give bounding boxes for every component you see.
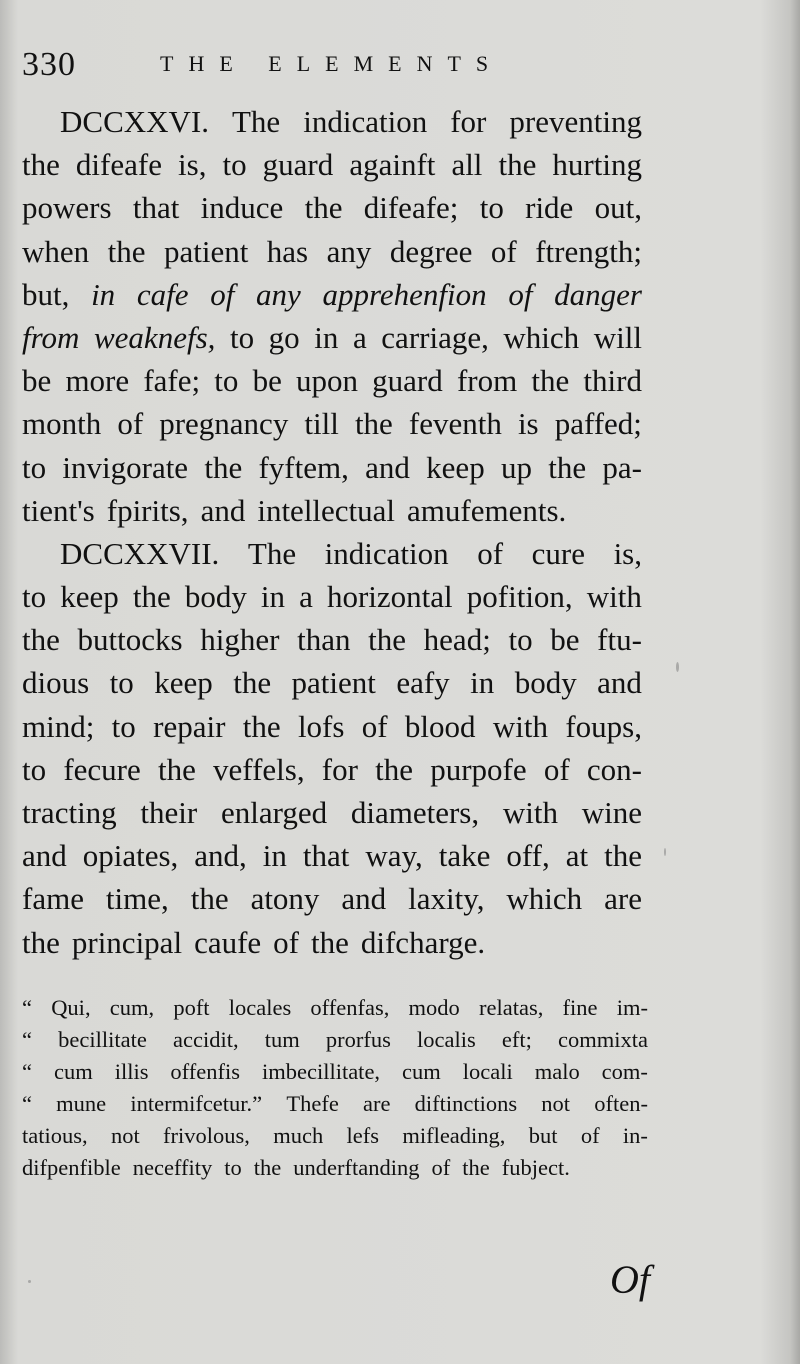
word: im-	[616, 995, 648, 1020]
word: the	[531, 363, 570, 399]
word: modo	[408, 995, 460, 1020]
word: the	[498, 147, 537, 183]
footnote	[22, 992, 648, 1184]
word: veffels,	[213, 751, 305, 787]
word: when	[22, 233, 90, 269]
word: are	[604, 881, 642, 917]
note-line	[22, 1152, 648, 1184]
word: for	[321, 751, 358, 787]
word: preventing	[509, 104, 642, 139]
word: of	[580, 1123, 600, 1148]
word: induce	[200, 190, 284, 226]
word: to	[224, 1155, 242, 1180]
note-line	[22, 1088, 648, 1120]
text-line	[22, 316, 642, 359]
word: more	[65, 363, 130, 399]
word: for	[450, 104, 487, 139]
word: way,	[365, 838, 423, 874]
word: cum	[53, 1059, 93, 1084]
page-number: 330	[22, 46, 76, 83]
word: offenfis	[170, 1059, 240, 1084]
word: head;	[423, 622, 491, 658]
word: but	[528, 1123, 558, 1148]
word: commixta	[558, 1027, 648, 1052]
word: difcharge.	[360, 924, 486, 960]
word: from	[22, 319, 80, 355]
word: with	[502, 795, 558, 830]
running-head	[160, 51, 503, 77]
word: Thefe	[286, 1091, 339, 1116]
word: and	[341, 881, 387, 917]
word: be	[22, 363, 52, 399]
paper-speck	[676, 662, 679, 672]
word: a	[299, 579, 313, 615]
word: “	[22, 1091, 32, 1116]
word: at	[565, 838, 589, 874]
word: repair	[153, 708, 226, 744]
word: degree	[389, 233, 473, 269]
word: of	[490, 233, 517, 269]
word: tient's	[22, 492, 95, 528]
word: fine	[562, 995, 598, 1020]
word: guard	[372, 363, 443, 399]
word: frivolous,	[163, 1123, 250, 1148]
text-line	[22, 273, 642, 316]
text-line	[22, 143, 642, 186]
word: to	[508, 622, 533, 658]
word: and	[365, 449, 410, 485]
word: cum,	[109, 995, 155, 1020]
word: cure	[531, 535, 585, 571]
word: horizontal	[326, 579, 453, 615]
word: the	[22, 147, 60, 183]
word: lefs	[346, 1123, 380, 1148]
word: prorfus	[325, 1027, 391, 1052]
word: foups,	[565, 708, 642, 744]
word: pregnancy	[159, 406, 289, 442]
word: carriage,	[381, 319, 489, 355]
word: The	[232, 104, 281, 139]
text-line	[22, 100, 642, 143]
word: is,	[178, 147, 207, 183]
word: fpirits,	[106, 492, 189, 528]
word: in	[91, 276, 116, 312]
main-text	[22, 100, 642, 964]
word: weaknefs,	[94, 319, 216, 355]
word: keep	[60, 579, 119, 615]
word: any	[256, 276, 301, 312]
word: indication	[324, 535, 449, 571]
word: mind;	[22, 708, 95, 744]
text-line	[22, 705, 642, 748]
text-line	[22, 618, 642, 661]
word: poft	[173, 995, 210, 1020]
word: DCCXXVII.	[60, 535, 220, 571]
word: indication	[303, 104, 428, 139]
word: atony	[250, 881, 320, 917]
word: the	[157, 751, 196, 787]
word: neceffity	[132, 1155, 213, 1180]
word: is	[517, 406, 539, 442]
word: enlarged	[220, 795, 328, 830]
text-line	[22, 230, 642, 273]
word: underftanding	[293, 1155, 420, 1180]
word: the	[462, 1155, 490, 1180]
word: difeafe	[75, 147, 162, 183]
word: illis	[114, 1059, 149, 1084]
word: take	[438, 838, 491, 874]
word: the	[354, 406, 393, 442]
word: in	[470, 665, 495, 701]
word: to	[22, 449, 47, 485]
word: accidit,	[173, 1027, 239, 1052]
word: fafe;	[143, 363, 201, 399]
word: tracting	[22, 795, 117, 830]
word: locali	[462, 1059, 513, 1084]
word: the	[304, 190, 343, 226]
word: patient	[163, 233, 249, 269]
word: patient	[291, 665, 376, 701]
word: often-	[594, 1091, 648, 1116]
word: and	[597, 665, 642, 701]
text-line	[22, 186, 642, 229]
word: will	[593, 319, 642, 355]
word: the	[548, 449, 587, 485]
word: blood	[404, 708, 476, 744]
word: to	[22, 579, 47, 615]
word: and,	[194, 838, 247, 874]
text-line	[22, 575, 642, 618]
word: off,	[506, 838, 550, 874]
paper-speck	[664, 848, 666, 856]
word: ftrength;	[535, 233, 642, 269]
word: upon	[296, 363, 358, 399]
word: any	[326, 233, 372, 269]
word: the	[22, 924, 60, 960]
word: which	[506, 881, 583, 917]
word: principal	[71, 924, 183, 960]
word: con-	[586, 751, 642, 787]
word: than	[297, 622, 351, 658]
text-line	[22, 791, 642, 834]
word: the	[204, 449, 243, 485]
word: body	[514, 665, 577, 701]
word: not	[110, 1123, 140, 1148]
word: the	[22, 622, 60, 658]
word: cum	[402, 1059, 441, 1084]
word: cafe	[136, 276, 189, 312]
word: not	[541, 1091, 571, 1116]
word: of	[273, 924, 299, 960]
word: with	[492, 708, 548, 744]
word: danger	[554, 276, 642, 312]
word: paffed;	[554, 406, 642, 442]
word: time,	[105, 881, 169, 917]
word: which	[503, 319, 580, 355]
word: “	[22, 1027, 32, 1052]
word: to	[229, 319, 255, 355]
word: and	[22, 838, 67, 874]
word: wine	[581, 795, 642, 830]
word: to	[111, 708, 136, 744]
word: much	[273, 1123, 324, 1148]
word: in	[262, 838, 287, 874]
word: has	[266, 233, 309, 269]
word: higher	[200, 622, 280, 658]
word: go	[268, 319, 300, 355]
word: The	[247, 535, 297, 571]
word: locales	[228, 995, 292, 1020]
word: the	[132, 579, 171, 615]
word: intellectual	[257, 492, 396, 528]
word: to	[22, 751, 47, 787]
note-line	[22, 1056, 648, 1088]
word: month	[22, 406, 102, 442]
word: malo	[534, 1059, 580, 1084]
word: of	[431, 1155, 451, 1180]
word: be	[252, 363, 282, 399]
catchword: Of	[610, 1257, 650, 1302]
word: DCCXXVI.	[60, 104, 209, 139]
word: a	[352, 319, 367, 355]
word: the	[242, 708, 281, 744]
word: fecure	[63, 751, 141, 787]
text-line	[22, 402, 642, 445]
word: the	[107, 233, 146, 269]
word: difpenfible	[22, 1155, 121, 1180]
word: pofition,	[466, 579, 573, 615]
word: is,	[613, 535, 642, 571]
word: eafy	[396, 665, 450, 701]
word: offenfas,	[310, 995, 390, 1020]
word: “	[22, 1059, 32, 1084]
word: the	[375, 751, 414, 787]
text-line	[22, 532, 642, 575]
word: in	[260, 579, 286, 615]
word: out,	[594, 190, 642, 226]
word: to	[214, 363, 239, 399]
word: and	[200, 492, 246, 528]
word: hurting	[552, 147, 642, 183]
word: “	[22, 995, 32, 1020]
note-line	[22, 1120, 648, 1152]
word: amufements.	[407, 492, 567, 528]
text-line	[22, 661, 642, 704]
word: localis	[417, 1027, 476, 1052]
word: of	[543, 751, 570, 787]
running-head-label: THE ELEMENTS	[160, 51, 504, 76]
word: the	[233, 665, 272, 701]
word: that	[302, 838, 350, 874]
word: intermifcetur.”	[130, 1091, 263, 1116]
text-line	[22, 446, 642, 489]
word: of	[210, 276, 235, 312]
word: fame	[22, 881, 84, 917]
word: that	[132, 190, 180, 226]
word: are	[362, 1091, 391, 1116]
word: powers	[22, 190, 112, 226]
word: pa-	[602, 449, 642, 485]
word: the	[604, 838, 642, 874]
word: keep	[154, 665, 213, 701]
word: body	[184, 579, 247, 615]
word: the	[253, 1155, 282, 1180]
word: till	[304, 406, 339, 442]
word: of	[477, 535, 504, 571]
word: be	[550, 622, 580, 658]
word: eft;	[501, 1027, 532, 1052]
text-line	[22, 489, 642, 532]
note-line	[22, 992, 648, 1024]
word: of	[508, 276, 533, 312]
text-line	[22, 359, 642, 402]
word: feventh	[408, 406, 502, 442]
word: fubject.	[501, 1155, 570, 1180]
word: becillitate	[58, 1027, 147, 1052]
text-line	[22, 877, 642, 920]
word: imbecillitate,	[261, 1059, 381, 1084]
text-line	[22, 834, 642, 877]
word: keep	[426, 449, 485, 485]
word: apprehenfion	[322, 276, 487, 312]
word: in	[314, 319, 339, 355]
word: againft	[349, 147, 436, 183]
word: Qui,	[51, 995, 91, 1020]
word: invigorate	[62, 449, 189, 485]
word: com-	[601, 1059, 648, 1084]
word: laxity,	[408, 881, 485, 917]
paper-speck	[28, 1280, 31, 1283]
word: of	[117, 406, 144, 442]
word: but,	[22, 276, 70, 312]
word: all	[451, 147, 483, 183]
word: diameters,	[350, 795, 480, 830]
word: diftinctions	[414, 1091, 518, 1116]
word: in-	[622, 1123, 648, 1148]
word: third	[583, 363, 642, 399]
page-header	[22, 46, 642, 86]
word: with	[586, 579, 642, 615]
word: purpofe	[430, 751, 527, 787]
word: caufe	[194, 924, 262, 960]
word: opiates,	[82, 838, 179, 874]
word: ride	[525, 190, 574, 226]
word: mune	[56, 1091, 107, 1116]
word: the	[368, 622, 407, 658]
word: the	[190, 881, 229, 917]
word: ftu-	[597, 622, 642, 658]
word: tum	[264, 1027, 300, 1052]
word: dious	[22, 665, 90, 701]
word: up	[500, 449, 532, 485]
text-line	[22, 921, 642, 964]
text-line	[22, 748, 642, 791]
word: their	[140, 795, 198, 830]
word: guard	[262, 147, 334, 183]
word: difeafe;	[363, 190, 459, 226]
word: relatas,	[478, 995, 544, 1020]
word: mifleading,	[402, 1123, 506, 1148]
word: to	[109, 665, 134, 701]
word: fyftem,	[258, 449, 349, 485]
word: to	[222, 147, 247, 183]
word: from	[456, 363, 518, 399]
note-line	[22, 1024, 648, 1056]
word: lofs	[297, 708, 345, 744]
word: to	[479, 190, 504, 226]
word: tatious,	[22, 1123, 88, 1148]
word: of	[361, 708, 388, 744]
word: buttocks	[77, 622, 183, 658]
word: the	[311, 924, 349, 960]
